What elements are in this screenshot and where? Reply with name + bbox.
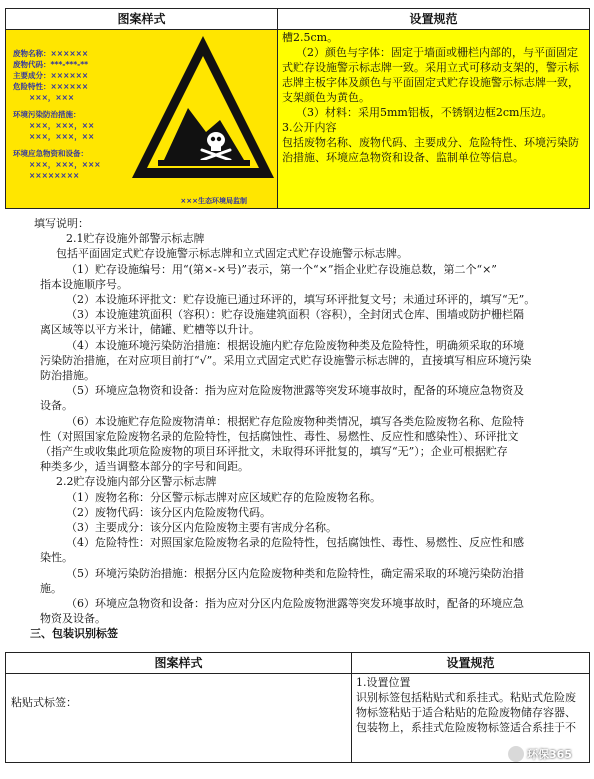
sign-field-row [13,92,131,103]
note-line: （指产生或收集此项危险废物的项目环评批文，未取得环评批复的，填写“无”）；企业可根据贮存 [40,445,508,459]
sign-field-row [13,170,131,181]
sign-field-row [13,48,131,59]
header-setting-spec: 设置规范 [352,653,590,674]
sign-field-value: ***-***-** [50,60,89,69]
note-line: 三、包装识别标签 [30,627,118,641]
sign-field-row [13,59,131,70]
header-pattern-style: 图案样式 [6,9,278,30]
watermark [508,746,572,762]
sign-field-value: ×××××× [50,82,89,91]
sign-field-label: 废物代码： [13,60,51,69]
note-line: （4）危险特性：对照国家危险废物名录的危险特性，包括腐蚀性、毒性、易燃性、反应性和感 [66,536,524,550]
note-line: 施。 [40,581,62,595]
note-line: （5）环境应急物资和设备：指为应对危险废物泄露等突发环境事故时，配备的环境应急物资及 [66,384,524,398]
rule-line: （2）颜色与字体：固定于墙面或栅栏内部的，与平面固定式贮存设施警示标志牌一致。采用立式可移动支架的，警示标志牌主板字体及颜色与平面固定式贮存设施警示标志牌一致，支架颜色为黄色。 [282,46,579,104]
sign-field-label: 环境应急物资和设备： [13,149,88,158]
hazard-sign-board [6,30,277,208]
note-lines [10,231,584,641]
sign-field-row [13,131,131,142]
sign-field-value: ×××××× [50,71,89,80]
note-line: （1）贮存设施编号：用“(第×-×号)”表示，第一个“×”指企业贮存设施总数，第二个“×” [66,262,497,276]
rule-line: （3）材料：采用5mm铝板，不锈钢边框2cm压边。 [296,106,553,119]
note-line: 种类多少，适当调整本部分的字号和间距。 [40,460,249,474]
note-line: 2.2贮存设施内部分区警示标志牌 [56,475,217,489]
sign-rules-cell [278,30,590,209]
note-line: （3）本设施建筑面积（容积）：贮存设施建筑面积（容积），全封闭式仓库、围墙或防护栅栏隔 [66,308,524,322]
note-line: （6）本设施贮存危险废物清单：根据贮存危险废物种类情况，填写各类危险废物名称、危险特 [66,414,524,428]
note-line: 设备。 [40,399,73,413]
note-line: 2.1贮存设施外部警示标志牌 [66,232,205,246]
note-line: （4）本设施环境污染防治措施：根据设施内贮存危险废物种类及危险特性，明确须采取的环境 [66,338,524,352]
header-setting-spec: 设置规范 [278,9,590,30]
sticker-label-cell: 粘贴式标签： [6,674,352,763]
rule-line: 识别标签包括粘贴式和系挂式。粘贴式危险废物标签粘贴于适合粘贴的危险废物储存容器、包装物上，系挂式危险废物标签适合系挂于不 [356,691,576,734]
sign-field-label: 危险特性： [13,82,51,91]
note-line: （6）环境应急物资和设备：指为应对分区内危险废物泄露等突发环境事故时，配备的环境应急 [66,597,524,611]
rule-line: 包括废物名称、废物代码、主要成分、危险特性、环境污染防治措施、环境应急物资和设备、监制单位等信息。 [282,136,579,164]
sign-field-value: ×××，×××，×× [29,121,95,130]
sign-field-value: ×××××××× [29,171,80,180]
note-line: （2）本设施环评批文：贮存设施已通过环评的，填写环评批复文号；未通过环评的，填写“无”。 [66,293,536,307]
fill-instructions [10,216,584,642]
watermark-text: 环保365 [527,748,572,761]
sign-fields [13,48,131,181]
note-line: 指本设施顺序号。 [40,277,128,291]
sign-field-value: ×××××× [50,49,89,58]
sign-field-value: ×××，×××，××× [29,160,101,169]
sign-field-row [13,148,131,159]
note-line: 污染防治措施，在对应项目前打“√”。采用立式固定式贮存设施警示标志牌的，直接填写相应环境污染 [40,353,532,367]
sign-field-label: 废物名称： [13,49,51,58]
note-line: （3）主要成分：该分区内危险废物主要有害成分名称。 [66,521,337,535]
toxic-hazard-triangle-icon [128,32,277,192]
rule-line: 1.设置位置 [356,676,411,689]
note-line: 防治措施。 [40,369,95,383]
note-line: （2）废物代码：该分区内危险废物代码。 [66,505,271,519]
sign-field-value: ×××，×××，×× [29,132,95,141]
header-pattern-style: 图案样式 [6,653,352,674]
rule-line: 3.公开内容 [282,121,337,134]
note-line: 性（对照国家危险废物名录的危险特性，包括腐蚀性、毒性、易燃性、反应性和感染性）、环评批文 [40,429,519,443]
sign-field-label: 环境污染防治措施： [13,110,81,119]
label-spec-table [5,652,590,763]
sign-field-row [13,70,131,81]
sign-cell [6,30,278,209]
note-line: 染性。 [40,551,73,565]
sign-field-value: ×××，××× [29,93,75,102]
sign-field-row [13,159,131,170]
sign-field-row [13,81,131,92]
sign-field-row [13,120,131,131]
note-line: 包括平面固定式贮存设施警示标志牌和立式固定式贮存设施警示标志牌。 [56,247,408,261]
notes-title: 填写说明： [34,217,89,230]
sign-spec-table [5,8,590,209]
note-line: 物资及设备。 [40,612,106,626]
note-line: （5）环境污染防治措施：根据分区内危险废物种类和危险特性，确定需采取的环境污染防治措 [66,566,524,580]
wechat-bubble-icon [508,746,524,762]
rule-line: 槽2.5cm。 [282,31,339,44]
sign-field-label: 主要成分： [13,71,51,80]
sign-field-row [13,109,131,120]
sign-footer: ×××生态环境局监制 [180,197,247,205]
note-line: （1）废物名称：分区警示标志牌对应区域贮存的危险废物名称。 [66,490,381,504]
note-line: 离区域等以平方米计，储罐、贮槽等以升计。 [40,323,260,337]
